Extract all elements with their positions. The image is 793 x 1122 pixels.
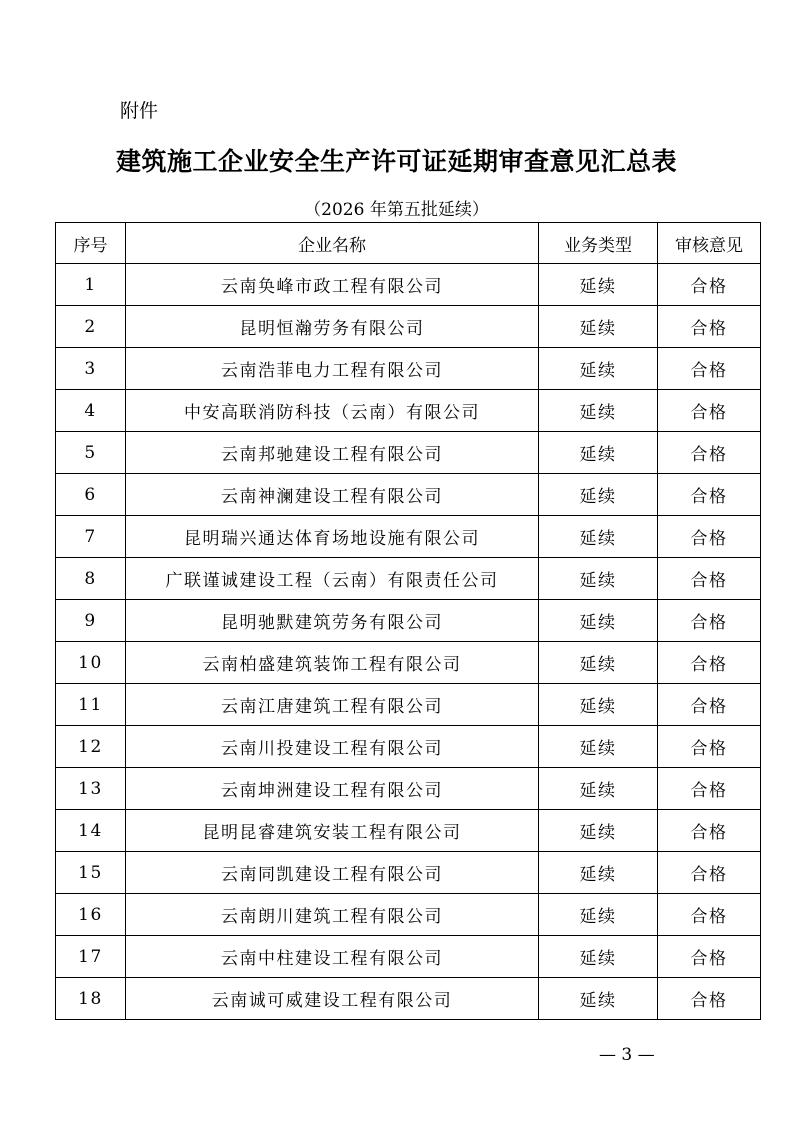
business-type-cell: 延续 [539, 348, 658, 390]
company-name-cell: 广联谨诚建设工程（云南）有限责任公司 [126, 558, 539, 600]
company-name-cell: 云南川投建设工程有限公司 [126, 726, 539, 768]
header-business-type: 业务类型 [539, 223, 658, 264]
business-type-cell: 延续 [539, 558, 658, 600]
serial-number-cell: 1 [56, 264, 126, 306]
serial-number-cell: 5 [56, 432, 126, 474]
serial-number-cell: 7 [56, 516, 126, 558]
serial-number-cell: 18 [56, 978, 126, 1020]
serial-number-cell: 8 [56, 558, 126, 600]
review-opinion-cell: 合格 [658, 348, 761, 390]
company-name-cell: 云南柏盛建筑装饰工程有限公司 [126, 642, 539, 684]
table-row [56, 894, 761, 936]
company-name-cell: 云南坤洲建设工程有限公司 [126, 768, 539, 810]
company-name-cell: 云南奂峰市政工程有限公司 [126, 264, 539, 306]
page-number: — 3 — [599, 1045, 655, 1065]
table-row [56, 936, 761, 978]
business-type-cell: 延续 [539, 516, 658, 558]
table-row [56, 768, 761, 810]
business-type-cell: 延续 [539, 306, 658, 348]
table-row [56, 600, 761, 642]
business-type-cell: 延续 [539, 432, 658, 474]
review-opinion-cell: 合格 [658, 978, 761, 1020]
review-opinion-cell: 合格 [658, 684, 761, 726]
table-row [56, 474, 761, 516]
serial-number-cell: 9 [56, 600, 126, 642]
serial-number-cell: 14 [56, 810, 126, 852]
table-row [56, 306, 761, 348]
company-name-cell: 云南浩菲电力工程有限公司 [126, 348, 539, 390]
review-opinion-cell: 合格 [658, 264, 761, 306]
table-body [56, 264, 761, 1020]
table-row [56, 348, 761, 390]
business-type-cell: 延续 [539, 726, 658, 768]
company-name-cell: 中安高联消防科技（云南）有限公司 [126, 390, 539, 432]
company-name-cell: 昆明驰默建筑劳务有限公司 [126, 600, 539, 642]
table-row [56, 852, 761, 894]
company-name-cell: 云南江唐建筑工程有限公司 [126, 684, 539, 726]
table-row [56, 390, 761, 432]
table-row [56, 810, 761, 852]
business-type-cell: 延续 [539, 684, 658, 726]
serial-number-cell: 4 [56, 390, 126, 432]
business-type-cell: 延续 [539, 768, 658, 810]
serial-number-cell: 13 [56, 768, 126, 810]
table-row [56, 642, 761, 684]
attachment-label: 附件 [120, 100, 159, 122]
business-type-cell: 延续 [539, 390, 658, 432]
serial-number-cell: 10 [56, 642, 126, 684]
header-serial-number: 序号 [56, 223, 126, 264]
table-row [56, 978, 761, 1020]
serial-number-cell: 17 [56, 936, 126, 978]
company-name-cell: 云南神澜建设工程有限公司 [126, 474, 539, 516]
table-row [56, 264, 761, 306]
business-type-cell: 延续 [539, 600, 658, 642]
company-name-cell: 昆明昆睿建筑安装工程有限公司 [126, 810, 539, 852]
business-type-cell: 延续 [539, 894, 658, 936]
company-name-cell: 云南同凯建设工程有限公司 [126, 852, 539, 894]
document-title: 建筑施工企业安全生产许可证延期审查意见汇总表 [115, 147, 677, 176]
serial-number-cell: 6 [56, 474, 126, 516]
table-row [56, 558, 761, 600]
table-row [56, 726, 761, 768]
review-opinion-cell: 合格 [658, 768, 761, 810]
serial-number-cell: 15 [56, 852, 126, 894]
company-name-cell: 云南诚可威建设工程有限公司 [126, 978, 539, 1020]
table-row [56, 684, 761, 726]
review-summary-table [55, 222, 761, 1020]
review-opinion-cell: 合格 [658, 306, 761, 348]
review-opinion-cell: 合格 [658, 558, 761, 600]
serial-number-cell: 3 [56, 348, 126, 390]
business-type-cell: 延续 [539, 642, 658, 684]
review-opinion-cell: 合格 [658, 474, 761, 516]
review-opinion-cell: 合格 [658, 726, 761, 768]
business-type-cell: 延续 [539, 978, 658, 1020]
review-opinion-cell: 合格 [658, 810, 761, 852]
header-company-name: 企业名称 [126, 223, 539, 264]
review-opinion-cell: 合格 [658, 852, 761, 894]
table-row [56, 432, 761, 474]
business-type-cell: 延续 [539, 264, 658, 306]
header-review-opinion: 审核意见 [658, 223, 761, 264]
document-subtitle: （2026 年第五批延续） [304, 200, 489, 220]
business-type-cell: 延续 [539, 852, 658, 894]
company-name-cell: 云南中柱建设工程有限公司 [126, 936, 539, 978]
serial-number-cell: 2 [56, 306, 126, 348]
company-name-cell: 昆明瑞兴通达体育场地设施有限公司 [126, 516, 539, 558]
table-header-row [56, 223, 761, 264]
review-opinion-cell: 合格 [658, 432, 761, 474]
business-type-cell: 延续 [539, 810, 658, 852]
serial-number-cell: 16 [56, 894, 126, 936]
company-name-cell: 昆明恒瀚劳务有限公司 [126, 306, 539, 348]
review-opinion-cell: 合格 [658, 894, 761, 936]
company-name-cell: 云南朗川建筑工程有限公司 [126, 894, 539, 936]
review-opinion-cell: 合格 [658, 642, 761, 684]
business-type-cell: 延续 [539, 936, 658, 978]
review-opinion-cell: 合格 [658, 516, 761, 558]
serial-number-cell: 12 [56, 726, 126, 768]
table-row [56, 516, 761, 558]
company-name-cell: 云南邦驰建设工程有限公司 [126, 432, 539, 474]
review-opinion-cell: 合格 [658, 936, 761, 978]
serial-number-cell: 11 [56, 684, 126, 726]
review-opinion-cell: 合格 [658, 390, 761, 432]
business-type-cell: 延续 [539, 474, 658, 516]
review-opinion-cell: 合格 [658, 600, 761, 642]
